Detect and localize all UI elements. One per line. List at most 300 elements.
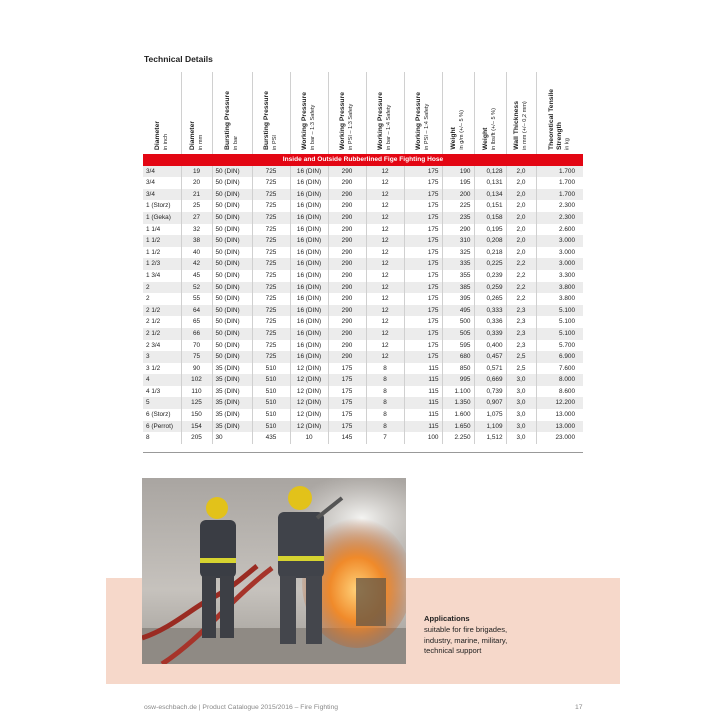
column-header [474, 72, 506, 154]
table-cell: 1.100 [442, 386, 474, 398]
table-cell: 0,336 [474, 316, 506, 328]
table-cell: 35 (DIN) [212, 363, 252, 375]
table-cell: 3.300 [536, 270, 583, 282]
table-row [143, 351, 583, 363]
column-unit: in PSI – 1:3 Safety [348, 103, 355, 150]
table-cell: 6 (Storz) [143, 409, 181, 421]
table-cell: 725 [252, 316, 290, 328]
table-cell: 145 [328, 432, 366, 444]
table-cell: 64 [181, 305, 212, 317]
table-cell: 435 [252, 432, 290, 444]
table-row [143, 189, 583, 201]
table-row [143, 166, 583, 178]
table-cell: 0,669 [474, 374, 506, 386]
table-cell: 0,128 [474, 166, 506, 178]
table-cell: 725 [252, 177, 290, 189]
table-cell: 13.000 [536, 421, 583, 433]
table-cell: 725 [252, 212, 290, 224]
table-cell: 50 (DIN) [212, 200, 252, 212]
column-header [290, 72, 328, 154]
table-cell: 290 [328, 351, 366, 363]
table-cell: 12 [366, 224, 404, 236]
table-cell: 100 [404, 432, 442, 444]
column-header [328, 72, 366, 154]
table-row [143, 409, 583, 421]
table-cell: 175 [328, 397, 366, 409]
table-row [143, 293, 583, 305]
table-cell: 3.000 [536, 258, 583, 270]
table-cell: 0,739 [474, 386, 506, 398]
table-cell: 3/4 [143, 166, 181, 178]
table-cell: 8 [366, 386, 404, 398]
table-cell: 90 [181, 363, 212, 375]
table-header-row [143, 72, 583, 154]
column-name: Wall Thickness [513, 101, 521, 150]
table-cell: 1.700 [536, 189, 583, 201]
table-cell: 175 [328, 421, 366, 433]
table-cell: 325 [442, 247, 474, 259]
table-row [143, 224, 583, 236]
table-cell: 0,571 [474, 363, 506, 375]
table-cell: 0,218 [474, 247, 506, 259]
table-cell: 32 [181, 224, 212, 236]
table-cell: 0,339 [474, 328, 506, 340]
table-cell: 725 [252, 247, 290, 259]
table-cell: 725 [252, 224, 290, 236]
table-cell: 175 [328, 386, 366, 398]
table-cell: 12 [366, 177, 404, 189]
column-unit: in mm [197, 134, 204, 150]
applications-line: suitable for fire brigades, [424, 624, 508, 634]
table-cell: 6.900 [536, 351, 583, 363]
table-cell: 510 [252, 409, 290, 421]
table-cell: 500 [442, 316, 474, 328]
table-cell: 5 [143, 397, 181, 409]
table-cell: 1 1/4 [143, 224, 181, 236]
column-header [252, 72, 290, 154]
table-cell: 5.100 [536, 328, 583, 340]
table-cell: 115 [404, 397, 442, 409]
table-cell: 175 [404, 282, 442, 294]
table-cell: 35 (DIN) [212, 374, 252, 386]
table-cell: 16 (DIN) [290, 305, 328, 317]
table-cell: 35 (DIN) [212, 397, 252, 409]
table-cell: 0,907 [474, 397, 506, 409]
table-cell: 12 [366, 351, 404, 363]
table-cell: 495 [442, 305, 474, 317]
table-cell: 12 [366, 166, 404, 178]
table-cell: 225 [442, 200, 474, 212]
table-cell: 175 [404, 351, 442, 363]
table-cell: 725 [252, 258, 290, 270]
table-cell: 16 (DIN) [290, 316, 328, 328]
table-cell: 290 [328, 200, 366, 212]
table-row [143, 282, 583, 294]
column-name: Working Pressure [377, 91, 385, 150]
table-cell: 0,208 [474, 235, 506, 247]
table-cell: 0,225 [474, 258, 506, 270]
table-cell: 16 (DIN) [290, 189, 328, 201]
table-cell: 8 [366, 409, 404, 421]
table-cell: 2,5 [506, 351, 536, 363]
table-cell: 115 [404, 386, 442, 398]
table-cell: 175 [404, 270, 442, 282]
column-unit: in PSI – 1:4 Safety [424, 103, 431, 150]
table-cell: 5.100 [536, 305, 583, 317]
table-cell: 35 (DIN) [212, 386, 252, 398]
column-name: Diameter [154, 120, 162, 150]
section-row [143, 154, 583, 166]
table-cell: 2,3 [506, 305, 536, 317]
table-cell: 3,0 [506, 409, 536, 421]
table-cell: 175 [404, 247, 442, 259]
table-cell: 1,512 [474, 432, 506, 444]
table-cell: 395 [442, 293, 474, 305]
table-cell: 2 [143, 293, 181, 305]
table-row [143, 397, 583, 409]
table-cell: 0,265 [474, 293, 506, 305]
table-cell: 2,0 [506, 189, 536, 201]
section-title: Inside and Outside Rubberlined Fige Fighting Hose [143, 154, 583, 166]
table-cell: 12 (DIN) [290, 397, 328, 409]
table-cell: 175 [404, 177, 442, 189]
table-cell: 8 [366, 421, 404, 433]
table-cell: 0,400 [474, 340, 506, 352]
column-header [442, 72, 474, 154]
table-cell: 175 [404, 212, 442, 224]
table-cell: 2.300 [536, 200, 583, 212]
table-cell: 3,0 [506, 397, 536, 409]
table-row [143, 200, 583, 212]
table-cell: 7.600 [536, 363, 583, 375]
table-cell: 0,239 [474, 270, 506, 282]
footer-text: osw-eschbach.de | Product Catalogue 2015/2016 – Fire Fighting [144, 704, 339, 711]
table-cell: 290 [328, 235, 366, 247]
table-cell: 110 [181, 386, 212, 398]
table-cell: 725 [252, 340, 290, 352]
table-cell: 1 1/2 [143, 235, 181, 247]
table-cell: 175 [404, 293, 442, 305]
table-bottom-rule [143, 452, 583, 453]
table-cell: 12 [366, 282, 404, 294]
column-name: Working Pressure [415, 91, 423, 150]
table-cell: 175 [404, 340, 442, 352]
table-cell: 5.700 [536, 340, 583, 352]
table-cell: 0,134 [474, 189, 506, 201]
table-cell: 1.650 [442, 421, 474, 433]
table-cell: 35 (DIN) [212, 409, 252, 421]
column-unit: in PSI [272, 135, 279, 150]
table-cell: 16 (DIN) [290, 328, 328, 340]
table-cell: 12 (DIN) [290, 374, 328, 386]
table-row [143, 316, 583, 328]
applications-heading: Applications [424, 614, 470, 623]
table-cell: 16 (DIN) [290, 270, 328, 282]
table-cell: 3,0 [506, 421, 536, 433]
table-cell: 3.000 [536, 247, 583, 259]
table-cell: 12 [366, 293, 404, 305]
table-cell: 16 (DIN) [290, 282, 328, 294]
table-cell: 2,2 [506, 282, 536, 294]
table-cell: 1.600 [442, 409, 474, 421]
column-name: Diameter [188, 120, 196, 150]
table-cell: 510 [252, 363, 290, 375]
table-cell: 205 [181, 432, 212, 444]
firefighters-photo [142, 478, 406, 664]
table-cell: 510 [252, 397, 290, 409]
table-cell: 50 (DIN) [212, 224, 252, 236]
table-cell: 995 [442, 374, 474, 386]
column-name: Working Pressure [301, 91, 309, 150]
table-cell: 2,0 [506, 166, 536, 178]
table-row [143, 340, 583, 352]
table-cell: 30 [212, 432, 252, 444]
table-cell: 25 [181, 200, 212, 212]
table-cell: 0,151 [474, 200, 506, 212]
table-cell: 3.800 [536, 282, 583, 294]
table-cell: 290 [328, 212, 366, 224]
column-header-label [339, 92, 354, 150]
column-header [181, 72, 212, 154]
table-cell: 1.700 [536, 177, 583, 189]
table-cell: 290 [328, 177, 366, 189]
table-cell: 12 (DIN) [290, 363, 328, 375]
table-cell: 50 (DIN) [212, 212, 252, 224]
column-header-label [301, 92, 316, 150]
table-cell: 35 (DIN) [212, 421, 252, 433]
table-cell: 175 [404, 166, 442, 178]
table-cell: 12 [366, 340, 404, 352]
table-cell: 725 [252, 200, 290, 212]
table-cell: 38 [181, 235, 212, 247]
table-cell: 175 [328, 409, 366, 421]
table-cell: 150 [181, 409, 212, 421]
column-header [536, 72, 583, 154]
table-cell: 5.100 [536, 316, 583, 328]
table-row [143, 328, 583, 340]
table-cell: 12 (DIN) [290, 409, 328, 421]
column-header [212, 72, 252, 154]
table-cell: 12 [366, 235, 404, 247]
table-cell: 3.000 [536, 235, 583, 247]
applications-line: technical support [424, 646, 482, 656]
table-cell: 175 [404, 305, 442, 317]
table-cell: 13.000 [536, 409, 583, 421]
column-name: Weight [450, 127, 458, 150]
table-row [143, 421, 583, 433]
table-cell: 680 [442, 351, 474, 363]
table-cell: 2.600 [536, 224, 583, 236]
table-cell: 1 (Geka) [143, 212, 181, 224]
table-cell: 50 (DIN) [212, 166, 252, 178]
table-row [143, 374, 583, 386]
table-cell: 50 (DIN) [212, 293, 252, 305]
table-cell: 510 [252, 374, 290, 386]
table-cell: 12 [366, 189, 404, 201]
table-cell: 2,5 [506, 363, 536, 375]
table-cell: 190 [442, 166, 474, 178]
table-row [143, 177, 583, 189]
table-cell: 12 [366, 212, 404, 224]
table-cell: 1 3/4 [143, 270, 181, 282]
column-header-label [548, 72, 571, 150]
table-cell: 2,0 [506, 177, 536, 189]
table-cell: 21 [181, 189, 212, 201]
table-cell: 725 [252, 293, 290, 305]
page-title: Technical Details [144, 54, 213, 64]
column-name: Weight [482, 127, 490, 150]
table-cell: 850 [442, 363, 474, 375]
table-cell: 8 [143, 432, 181, 444]
table-cell: 2 [143, 282, 181, 294]
table-row [143, 305, 583, 317]
table-cell: 154 [181, 421, 212, 433]
column-header-label [482, 108, 497, 150]
table-cell: 290 [328, 258, 366, 270]
table-cell: 8 [366, 397, 404, 409]
table-cell: 16 (DIN) [290, 200, 328, 212]
table-cell: 175 [404, 328, 442, 340]
table-cell: 12 (DIN) [290, 386, 328, 398]
table-cell: 16 (DIN) [290, 166, 328, 178]
table-cell: 2,2 [506, 293, 536, 305]
table-cell: 2.250 [442, 432, 474, 444]
page-number: 17 [575, 704, 583, 711]
table-cell: 290 [328, 316, 366, 328]
table-cell: 290 [328, 189, 366, 201]
column-name: Working Pressure [339, 91, 347, 150]
column-header [143, 72, 181, 154]
table-cell: 725 [252, 270, 290, 282]
table-cell: 0,195 [474, 224, 506, 236]
table-cell: 2.300 [536, 212, 583, 224]
table-cell: 50 (DIN) [212, 189, 252, 201]
technical-details-table [143, 72, 583, 444]
applications-text [424, 614, 507, 657]
table-cell: 195 [442, 177, 474, 189]
table-cell: 3/4 [143, 189, 181, 201]
table-cell: 50 (DIN) [212, 316, 252, 328]
table-row [143, 247, 583, 259]
table-cell: 115 [404, 374, 442, 386]
table-cell: 115 [404, 409, 442, 421]
table-cell: 725 [252, 305, 290, 317]
table-cell: 725 [252, 235, 290, 247]
table-cell: 3 [143, 351, 181, 363]
column-unit: in bar [233, 136, 240, 150]
table-cell: 2,0 [506, 224, 536, 236]
column-header [506, 72, 536, 154]
table-cell: 8.000 [536, 374, 583, 386]
table-cell: 725 [252, 166, 290, 178]
column-unit: in kg [564, 138, 571, 150]
table-cell: 125 [181, 397, 212, 409]
table-cell: 8 [366, 363, 404, 375]
table-cell: 12 [366, 305, 404, 317]
table-cell: 16 (DIN) [290, 177, 328, 189]
table-cell: 1.350 [442, 397, 474, 409]
table-cell: 175 [328, 363, 366, 375]
table-cell: 2 1/2 [143, 316, 181, 328]
table-cell: 50 (DIN) [212, 177, 252, 189]
table-cell: 12 (DIN) [290, 421, 328, 433]
table-cell: 23.000 [536, 432, 583, 444]
table-cell: 290 [328, 270, 366, 282]
table-cell: 16 (DIN) [290, 224, 328, 236]
table-cell: 2,0 [506, 235, 536, 247]
table-cell: 3.800 [536, 293, 583, 305]
column-header [404, 72, 442, 154]
table-cell: 16 (DIN) [290, 258, 328, 270]
table-cell: 290 [328, 224, 366, 236]
column-unit: in g/m (+/– 5 %) [459, 110, 466, 150]
table-cell: 290 [328, 305, 366, 317]
table-cell: 290 [328, 282, 366, 294]
column-unit: in inch [162, 133, 169, 150]
table-cell: 2,0 [506, 200, 536, 212]
table-cell: 290 [328, 247, 366, 259]
table-row [143, 363, 583, 375]
table-cell: 0,131 [474, 177, 506, 189]
table-cell: 175 [404, 189, 442, 201]
table-cell: 505 [442, 328, 474, 340]
table-cell: 50 (DIN) [212, 270, 252, 282]
table-cell: 50 (DIN) [212, 351, 252, 363]
table-cell: 0,457 [474, 351, 506, 363]
table-row [143, 235, 583, 247]
column-header-label [450, 110, 465, 150]
table-cell: 2,3 [506, 316, 536, 328]
column-header-label [224, 91, 239, 150]
table-row [143, 270, 583, 282]
table-cell: 12 [366, 258, 404, 270]
table-cell: 42 [181, 258, 212, 270]
table-cell: 50 (DIN) [212, 282, 252, 294]
column-header [366, 72, 404, 154]
column-unit: in bar – 1:3 Safety [310, 104, 317, 150]
table-cell: 8.600 [536, 386, 583, 398]
table-cell: 2 1/2 [143, 328, 181, 340]
table-cell: 102 [181, 374, 212, 386]
column-unit: in lbs/ft (+/– 5 %) [491, 107, 498, 150]
table-cell: 3/4 [143, 177, 181, 189]
table-cell: 16 (DIN) [290, 351, 328, 363]
column-name: Bursting Pressure [263, 91, 271, 150]
table-cell: 3 1/2 [143, 363, 181, 375]
column-header-label [513, 101, 528, 150]
table-cell: 70 [181, 340, 212, 352]
table-row [143, 432, 583, 444]
table-cell: 175 [404, 200, 442, 212]
table-cell: 3,0 [506, 386, 536, 398]
table-cell: 2 3/4 [143, 340, 181, 352]
table-cell: 290 [328, 340, 366, 352]
table-cell: 725 [252, 282, 290, 294]
table-cell: 0,259 [474, 282, 506, 294]
table-cell: 16 (DIN) [290, 235, 328, 247]
table-cell: 12 [366, 247, 404, 259]
column-unit: in bar – 1:4 Safety [386, 104, 393, 150]
applications-line: industry, marine, military, [424, 635, 508, 645]
column-header-label [189, 121, 204, 150]
table-cell: 2,0 [506, 212, 536, 224]
table-cell: 2,3 [506, 340, 536, 352]
table-cell: 2,2 [506, 270, 536, 282]
column-header-label [263, 91, 278, 150]
table-cell: 19 [181, 166, 212, 178]
table-cell: 16 (DIN) [290, 340, 328, 352]
table-cell: 725 [252, 328, 290, 340]
